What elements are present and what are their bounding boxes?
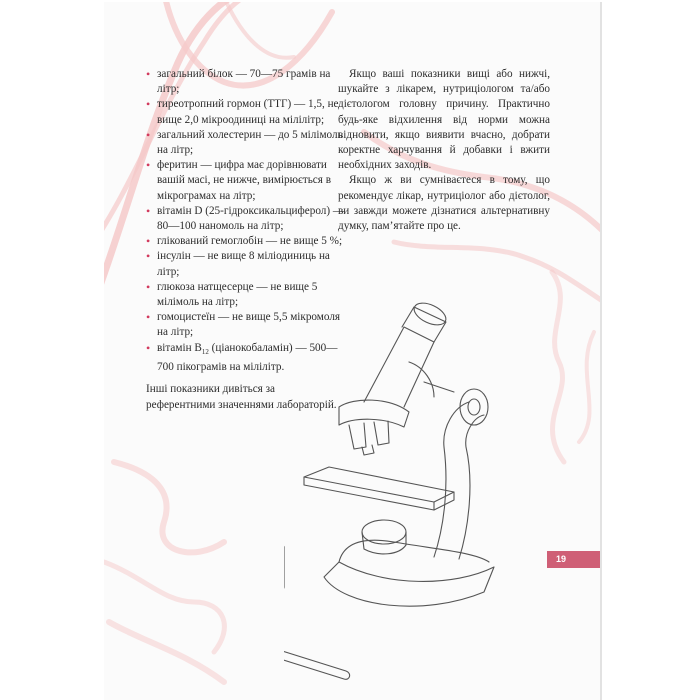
list-item: • глюкоза натщесерце — не вище 5 мілімоль на літр; (146, 280, 346, 310)
list-item: • глікований гемоглобін — не вище 5 %; (146, 234, 346, 249)
b12-suffix: (ціанокобаламін) — 500—700 пікограмів на мілілітр. (157, 341, 338, 374)
b12-subscript: 12 (201, 347, 209, 356)
b12-prefix: вітамін B (157, 341, 202, 354)
list-item: • загальний холестерин — до 5 мілімоль на літр; (146, 128, 346, 158)
list-item: • феритин — цифра має дорівнювати вашій масі, не нижче, вимірюється в мікрограмах на літр; (146, 158, 346, 204)
list-item: • гомоцистеїн — не вище 5,5 мікромоля на літр; (146, 310, 346, 340)
list-item: • тиреотропний гормон (ТТГ) — 1,5, не вище 2,0 мікроодиниці на мілілітр; (146, 97, 346, 127)
book-page (104, 2, 602, 700)
reference-note: Інші показники дивіться за референтними значеннями лабораторій. (146, 383, 337, 411)
right-column (338, 67, 550, 234)
paragraph-deviation: Якщо ваші показники вищі або нижчі, шукайте з лікарем, нутриціологом та/або дієтологом головну причину. Практично будь-яке відхилення від норми можна відновити, якщо виявити вчасно, добрати коректне харчування й добавки і вжити необхідних заходів. (338, 68, 550, 172)
paragraph-second-opinion: Якщо ж ви сумніваєтеся в тому, що рекомендує лікар, нутриціолог або дієтолог, ви завжди можете дізнатися альтернативну думку, пам’ятайте про це. (338, 174, 550, 233)
list-item: • інсулін — не вище 8 міліодиниць на літр; (146, 249, 346, 279)
microscope-illustration (284, 287, 514, 692)
page-number-tab: 19 (547, 551, 600, 568)
list-item: • вітамін D (25-гідроксикальциферол) — 80—100 наномоль на літр; (146, 204, 346, 234)
list-item: • загальний білок — 70—75 грамів на літр; (146, 67, 346, 97)
